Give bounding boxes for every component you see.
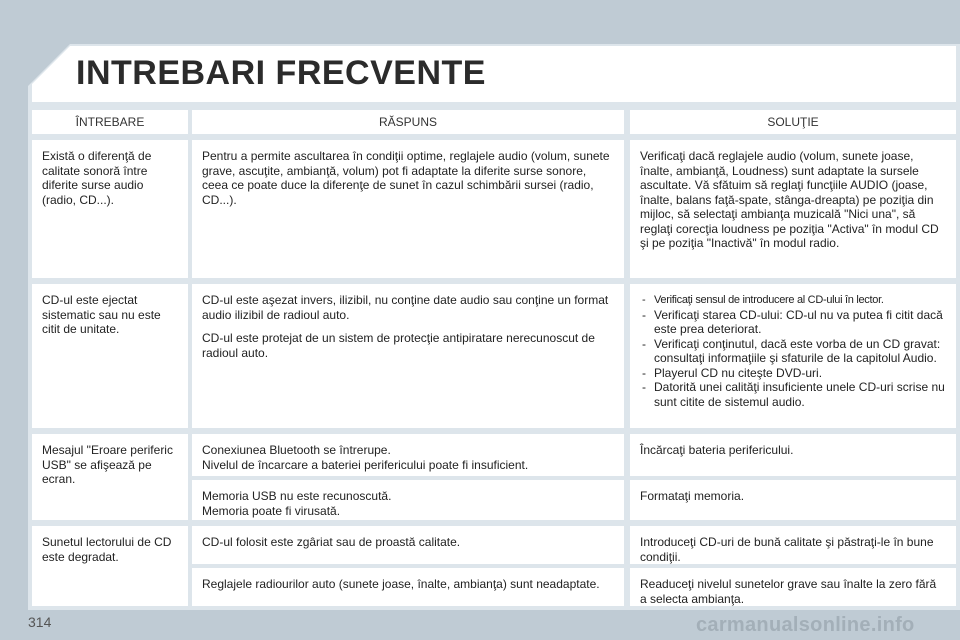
- row1-answer: Pentru a permite ascultarea în condiţii optime, reglajele audio (volum, sunete grave, ascuţite, ambianţă, volum) pot fi adaptate la diferite surse sonore, ceea ce poate duce la diferenţe de sunet în cazul schimbării sursei (radio, CD...).: [202, 149, 610, 207]
- list-item: - Verificaţi starea CD-ului: CD-ul nu va putea fi citit dacă este prea deteriorat.: [640, 308, 946, 337]
- row3-solution-a-cell: [630, 434, 956, 476]
- header-question: ÎNTREBARE: [32, 110, 188, 134]
- row3-solution-b: Formataţi memoria.: [640, 489, 745, 503]
- list-item: - Playerul CD nu citeşte DVD-uri.: [640, 366, 946, 381]
- row4-answer-a-cell: [192, 526, 624, 564]
- row3-question: Mesajul "Eroare periferic USB" se afişează pe ecran.: [42, 443, 173, 486]
- row2-answer-2: CD-ul este protejat de un sistem de protecţie antipiratare nerecunoscut de radioul auto.: [202, 331, 595, 360]
- row3-answer-a-line2: Nivelul de încarcare a bateriei perifericului poate fi insuficient.: [202, 457, 529, 472]
- page-title: INTREBARI FRECVENTE: [76, 54, 486, 92]
- header-solution: SOLUŢIE: [630, 110, 956, 134]
- row1-question: Există o diferenţă de calitate sonoră între diferite surse audio (radio, CD...).: [42, 149, 152, 207]
- list-item: - Datorită unei calităţi insuficiente unele CD-uri scrise nu sunt citite de sistemul audio.: [640, 380, 946, 409]
- row3-answer-a-line1: Conexiunea Bluetooth se întrerupe.: [202, 443, 391, 457]
- row2-solution-list: [640, 293, 946, 409]
- row4-solution-a: Introduceţi CD-uri de bună calitate şi păstraţi-le în bune condiţii.: [640, 535, 934, 564]
- page-number: 314: [28, 614, 52, 630]
- row2-question: CD-ul este ejectat sistematic sau nu este citit de unitate.: [42, 293, 161, 336]
- row1-solution: Verificaţi dacă reglajele audio (volum, sunete joase, înalte, ambianţă, Loudness) sunt adaptate la sursele ascultate. Vă sfătuim să reglaţi funcţiile AUDIO (joase, înalte, balans faţă-spate, stânga-dreapta) pe poziţia din mijloc, să selectaţi ambianţa muzicală "Nici una", să reglaţi corecţia loudness pe poziţia "Activa" în modul CD şi pe poziţia "Inactivă" în modul radio.: [640, 149, 939, 250]
- row4-solution-b-cell: [630, 568, 956, 606]
- row4-solution-b: Readuceţi nivelul sunetelor grave sau înalte la zero fără a selecta ambianţa.: [640, 577, 937, 606]
- row4-answer-a: CD-ul folosit este zgâriat sau de proastă calitate.: [202, 535, 461, 549]
- row2-answer-1: CD-ul este aşezat invers, ilizibil, nu conţine date audio sau conţine un format audio ilizibil de radioul auto.: [202, 293, 609, 322]
- header-answer: RĂSPUNS: [192, 110, 624, 134]
- row1-solution-cell: [630, 140, 956, 278]
- list-item: - Verificaţi sensul de introducere al CD-ului în lector.: [640, 293, 946, 308]
- row3-answer-b-cell: [192, 480, 624, 520]
- row4-question: Sunetul lectorului de CD este degradat.: [42, 535, 172, 564]
- watermark: carmanualsonline.info: [696, 614, 915, 636]
- row2-answer-cell: [192, 284, 624, 428]
- row2-solution-cell: [630, 284, 956, 428]
- row3-question-cell: [32, 434, 188, 520]
- row3-solution-b-cell: [630, 480, 956, 520]
- row3-answer-b-line1: Memoria USB nu este recunoscută.: [202, 489, 392, 503]
- list-item: - Verificaţi conţinutul, dacă este vorba de un CD gravat: consultaţi informaţiile şi sfaturile de la capitolul Audio.: [640, 337, 946, 366]
- row1-question-cell: [32, 140, 188, 278]
- row4-question-cell: [32, 526, 188, 606]
- row3-solution-a: Încărcaţi bateria perifericului.: [640, 443, 794, 457]
- row4-answer-b: Reglajele radiourilor auto (sunete joase, înalte, ambianţa) sunt neadaptate.: [202, 577, 600, 591]
- row3-answer-a-cell: [192, 434, 624, 476]
- row2-question-cell: [32, 284, 188, 428]
- row4-solution-a-cell: [630, 526, 956, 564]
- row3-answer-b-line2: Memoria poate fi virusată.: [202, 503, 341, 518]
- row1-answer-cell: [192, 140, 624, 278]
- row4-answer-b-cell: [192, 568, 624, 606]
